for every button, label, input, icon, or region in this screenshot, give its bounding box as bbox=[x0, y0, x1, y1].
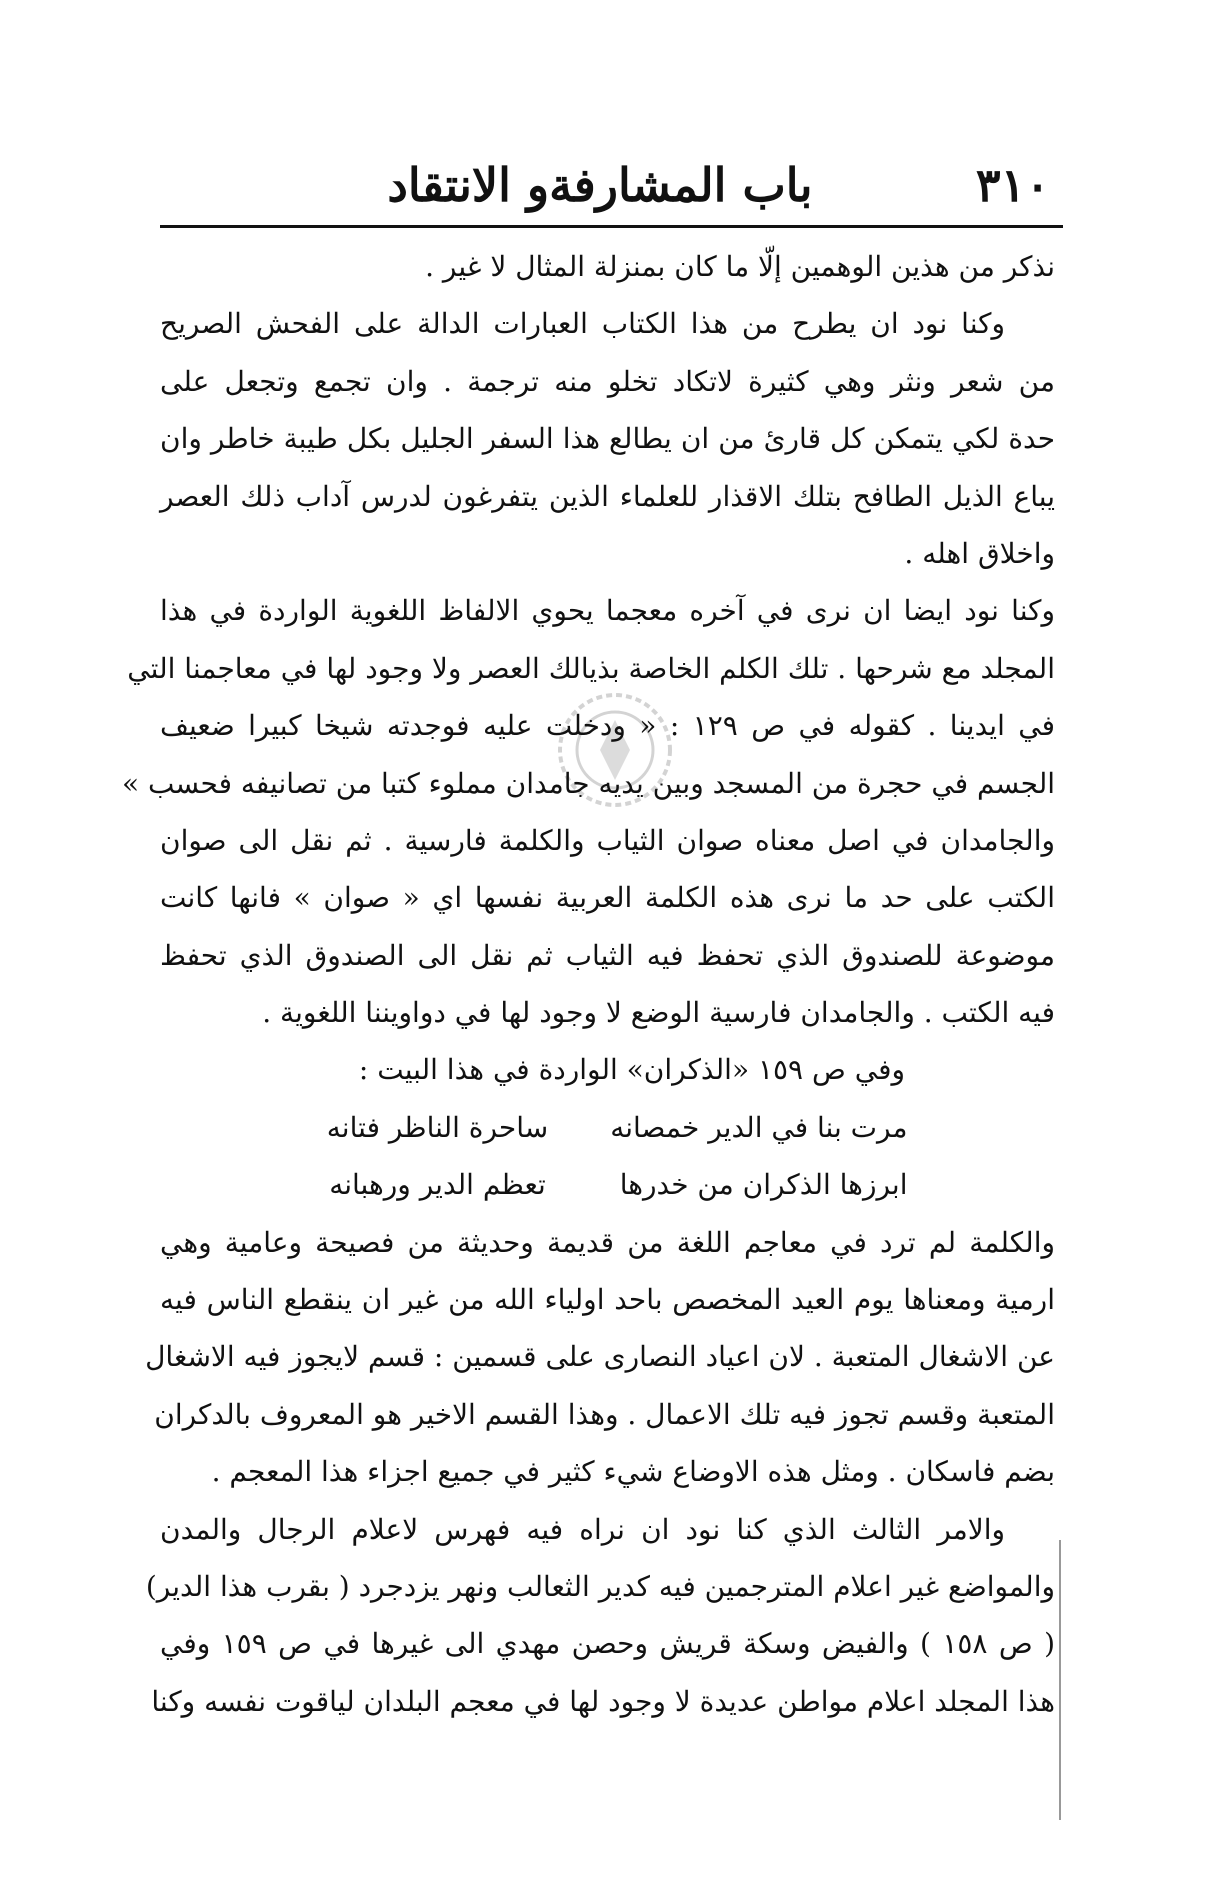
running-title: باب المشارفةو الانتقاد bbox=[387, 158, 813, 212]
margin-rule bbox=[1059, 1540, 1061, 1820]
text-line: بضم فاسكان . ومثل هذه الاوضاع شيء كثير في جميع اجزاء هذا المعجم . bbox=[211, 1455, 1055, 1489]
text-line: والمواضع غير اعلام المترجمين فيه كدير الثعالب ونهر يزدجرد ( بقرب هذا الدير) bbox=[145, 1569, 1055, 1603]
text-line: ارمية ومعناها يوم العيد المخصص باحد اولياء الله من غير ان ينقطع الناس فيه bbox=[160, 1283, 1055, 1317]
text-line: عن الاشغال المتعبة . لان اعياد النصارى على قسمين : قسم لايجوز فيه الاشغال bbox=[145, 1340, 1055, 1374]
text-line: موضوعة للصندوق الذي تحفظ فيه الثياب ثم نقل الى الصندوق الذي تحفظ bbox=[160, 938, 1055, 972]
verse-block bbox=[160, 1099, 1055, 1214]
text-line: والجامدان في اصل معناه صوان الثياب والكلمة فارسية . ثم نقل الى صوان bbox=[160, 823, 1055, 857]
paragraph-block-1 bbox=[122, 238, 1056, 1099]
text-line: ( ص ١٥٨ ) والفيض وسكة قريش وحصن مهدي الى غيرها في ص ١٥٩ وفي bbox=[160, 1627, 1055, 1661]
text-line: الجسم في حجرة من المسجد وبين يديه جامدان مملوء كتبا من تصانيفه فحسب » bbox=[122, 766, 1055, 800]
text-line: يباع الذيل الطافح بتلك الاقذار للعلماء الذين يتفرغون لدرس آداب ذلك العصر bbox=[160, 479, 1055, 513]
text-line: المتعبة وقسم تجوز فيه تلك الاعمال . وهذا القسم الاخير هو المعروف بالدكران bbox=[154, 1397, 1055, 1431]
text-line: المجلد مع شرحها . تلك الكلم الخاصة بذيالك العصر ولا وجود لها في معاجمنا التي bbox=[127, 651, 1055, 685]
body-text bbox=[122, 238, 1056, 1730]
page-number: ٣١٠ bbox=[975, 158, 1050, 212]
verse-hemistich-second: تعظم الدير ورهبانه bbox=[329, 1168, 546, 1202]
paragraph-block-2 bbox=[145, 1214, 1055, 1731]
text-line: في ايدينا . كقوله في ص ١٢٩ : « ودخلت عليه فوجدته شيخا كبيرا ضعيف bbox=[160, 709, 1055, 743]
text-line: نذكر من هذين الوهمين إلّا ما كان بمنزلة المثال لا غير . bbox=[425, 250, 1055, 283]
text-line: واخلاق اهله . bbox=[904, 536, 1055, 570]
verse-line bbox=[160, 1099, 1055, 1156]
header-divider bbox=[160, 225, 1063, 228]
text-line: والامر الثالث الذي كنا نود ان نراه فيه فهرس لاعلام الرجال والمدن bbox=[160, 1512, 1005, 1546]
verse-hemistich-first: مرت بنا في الدير خمصانه bbox=[610, 1110, 908, 1144]
text-line: وكنا نود ايضا ان نرى في آخره معجما يحوي الالفاظ اللغوية الواردة في هذا bbox=[160, 594, 1056, 628]
verse-line bbox=[160, 1156, 1055, 1213]
text-line: فيه الكتب . والجامدان فارسية الوضع لا وجود لها في دواويننا اللغوية . bbox=[262, 996, 1055, 1030]
text-line: هذا المجلد اعلام مواطن عديدة لا وجود لها في معجم البلدان لياقوت نفسه وكنا bbox=[151, 1684, 1055, 1718]
page-header bbox=[150, 150, 1050, 220]
verse-hemistich-second: ساحرة الناظر فتانه bbox=[326, 1110, 549, 1144]
text-line: حدة لكي يتمكن كل قارئ من ان يطالع هذا السفر الجليل بكل طيبة خاطر وان bbox=[160, 422, 1055, 456]
text-line: والكلمة لم ترد في معاجم اللغة من قديمة وحديثة من فصيحة وعامية وهي bbox=[160, 1225, 1055, 1259]
text-line: وكنا نود ان يطرح من هذا الكتاب العبارات الدالة على الفحش الصريح bbox=[160, 307, 1005, 341]
verse-hemistich-first: ابرزها الذكران من خدرها bbox=[619, 1168, 908, 1202]
text-line: الكتب على حد ما نرى هذه الكلمة العربية نفسها اي « صوان » فانها كانت bbox=[160, 881, 1055, 915]
text-line: من شعر ونثر وهي كثيرة لاتكاد تخلو منه ترجمة . وان تجمع وتجعل على bbox=[160, 364, 1055, 398]
text-line: وفي ص ١٥٩ «الذكران» الواردة في هذا البيت : bbox=[358, 1053, 905, 1087]
